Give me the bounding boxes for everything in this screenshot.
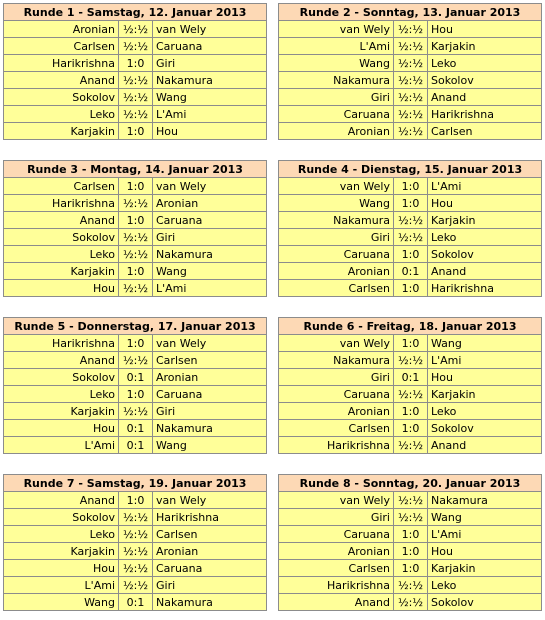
- game-result: ½:½: [119, 560, 153, 577]
- game-row: [4, 369, 267, 386]
- white-player: Leko: [4, 386, 119, 403]
- black-player: Anand: [428, 89, 542, 106]
- round-title: Runde 8 - Sonntag, 20. Januar 2013: [279, 475, 542, 492]
- round-table: [278, 474, 542, 611]
- white-player: Wang: [279, 55, 394, 72]
- game-row: [4, 38, 267, 55]
- game-result: ½:½: [394, 229, 428, 246]
- game-result: 1:0: [119, 55, 153, 72]
- game-row: [279, 89, 542, 106]
- round-title: Runde 6 - Freitag, 18. Januar 2013: [279, 318, 542, 335]
- game-result: 1:0: [394, 246, 428, 263]
- game-row: [279, 437, 542, 454]
- black-player: Wang: [428, 509, 542, 526]
- white-player: Anand: [4, 352, 119, 369]
- black-player: Leko: [428, 577, 542, 594]
- game-row: [4, 509, 267, 526]
- game-result: 1:0: [394, 195, 428, 212]
- white-player: Carlsen: [279, 280, 394, 297]
- game-row: [279, 577, 542, 594]
- game-result: 1:0: [394, 280, 428, 297]
- black-player: Hou: [428, 369, 542, 386]
- round-table: [278, 160, 542, 297]
- black-player: Leko: [428, 55, 542, 72]
- round-title: Runde 4 - Dienstag, 15. Januar 2013: [279, 161, 542, 178]
- game-row: [4, 89, 267, 106]
- black-player: Nakamura: [428, 492, 542, 509]
- black-player: Anand: [428, 437, 542, 454]
- round-title: Runde 5 - Donnerstag, 17. Januar 2013: [4, 318, 267, 335]
- white-player: Caruana: [279, 246, 394, 263]
- game-row: [279, 263, 542, 280]
- game-row: [4, 123, 267, 140]
- game-result: 1:0: [394, 335, 428, 352]
- white-player: Nakamura: [279, 212, 394, 229]
- black-player: Caruana: [153, 38, 267, 55]
- white-player: Wang: [279, 195, 394, 212]
- white-player: Hou: [4, 420, 119, 437]
- game-row: [4, 420, 267, 437]
- game-row: [4, 229, 267, 246]
- game-row: [279, 386, 542, 403]
- black-player: Wang: [428, 335, 542, 352]
- white-player: Giri: [279, 89, 394, 106]
- white-player: Anand: [279, 594, 394, 611]
- white-player: Leko: [4, 526, 119, 543]
- white-player: Sokolov: [4, 89, 119, 106]
- game-result: ½:½: [394, 386, 428, 403]
- white-player: Harikrishna: [279, 437, 394, 454]
- black-player: Nakamura: [153, 594, 267, 611]
- game-result: ½:½: [394, 72, 428, 89]
- black-player: van Wely: [153, 21, 267, 38]
- game-result: ½:½: [119, 403, 153, 420]
- game-row: [4, 526, 267, 543]
- game-row: [279, 21, 542, 38]
- black-player: Harikrishna: [153, 509, 267, 526]
- game-result: ½:½: [119, 509, 153, 526]
- game-result: 1:0: [394, 420, 428, 437]
- game-row: [279, 420, 542, 437]
- game-result: 1:0: [119, 263, 153, 280]
- game-row: [4, 106, 267, 123]
- game-result: ½:½: [119, 21, 153, 38]
- black-player: Harikrishna: [428, 106, 542, 123]
- black-player: Wang: [153, 263, 267, 280]
- black-player: Giri: [153, 229, 267, 246]
- game-row: [4, 72, 267, 89]
- game-row: [4, 246, 267, 263]
- game-result: ½:½: [394, 212, 428, 229]
- black-player: L'Ami: [153, 280, 267, 297]
- black-player: Karjakin: [428, 212, 542, 229]
- game-result: ½:½: [119, 352, 153, 369]
- round-table: [278, 3, 542, 140]
- white-player: van Wely: [279, 335, 394, 352]
- game-result: ½:½: [394, 55, 428, 72]
- white-player: Harikrishna: [4, 55, 119, 72]
- white-player: L'Ami: [4, 437, 119, 454]
- game-row: [279, 38, 542, 55]
- black-player: van Wely: [153, 492, 267, 509]
- game-result: 1:0: [119, 123, 153, 140]
- game-result: 1:0: [394, 403, 428, 420]
- game-row: [4, 594, 267, 611]
- white-player: L'Ami: [4, 577, 119, 594]
- round-table: [3, 3, 267, 140]
- game-row: [4, 195, 267, 212]
- game-row: [279, 246, 542, 263]
- game-result: ½:½: [394, 509, 428, 526]
- game-row: [4, 55, 267, 72]
- black-player: Karjakin: [428, 386, 542, 403]
- black-player: Nakamura: [153, 72, 267, 89]
- game-row: [4, 212, 267, 229]
- white-player: Anand: [4, 72, 119, 89]
- black-player: Hou: [428, 21, 542, 38]
- game-result: 1:0: [394, 560, 428, 577]
- white-player: Wang: [4, 594, 119, 611]
- game-row: [279, 594, 542, 611]
- game-row: [279, 280, 542, 297]
- game-result: 1:0: [119, 212, 153, 229]
- white-player: Anand: [4, 212, 119, 229]
- black-player: Nakamura: [153, 420, 267, 437]
- white-player: Nakamura: [279, 72, 394, 89]
- white-player: Karjakin: [4, 403, 119, 420]
- black-player: Hou: [428, 195, 542, 212]
- game-result: ½:½: [119, 229, 153, 246]
- game-row: [279, 560, 542, 577]
- black-player: L'Ami: [428, 178, 542, 195]
- black-player: Leko: [428, 403, 542, 420]
- black-player: Aronian: [153, 195, 267, 212]
- game-row: [279, 178, 542, 195]
- black-player: Harikrishna: [428, 280, 542, 297]
- game-result: 0:1: [119, 437, 153, 454]
- black-player: Caruana: [153, 560, 267, 577]
- white-player: Hou: [4, 560, 119, 577]
- white-player: Aronian: [4, 21, 119, 38]
- white-player: Caruana: [279, 106, 394, 123]
- round-title: Runde 2 - Sonntag, 13. Januar 2013: [279, 4, 542, 21]
- game-row: [279, 509, 542, 526]
- white-player: Anand: [4, 492, 119, 509]
- game-result: ½:½: [119, 38, 153, 55]
- round-table: [278, 317, 542, 454]
- white-player: Aronian: [279, 123, 394, 140]
- game-result: 1:0: [394, 178, 428, 195]
- game-row: [279, 492, 542, 509]
- black-player: Sokolov: [428, 246, 542, 263]
- game-result: ½:½: [119, 106, 153, 123]
- white-player: Aronian: [279, 543, 394, 560]
- black-player: Caruana: [153, 386, 267, 403]
- round-table: [3, 317, 267, 454]
- black-player: Aronian: [153, 369, 267, 386]
- game-row: [279, 55, 542, 72]
- game-result: 0:1: [394, 369, 428, 386]
- game-result: 0:1: [119, 369, 153, 386]
- white-player: Leko: [4, 106, 119, 123]
- game-result: ½:½: [119, 246, 153, 263]
- game-row: [279, 106, 542, 123]
- game-result: ½:½: [394, 352, 428, 369]
- black-player: L'Ami: [428, 352, 542, 369]
- white-player: Harikrishna: [4, 195, 119, 212]
- game-result: ½:½: [394, 437, 428, 454]
- black-player: Giri: [153, 577, 267, 594]
- black-player: Nakamura: [153, 246, 267, 263]
- game-row: [279, 543, 542, 560]
- game-row: [4, 352, 267, 369]
- black-player: Wang: [153, 437, 267, 454]
- white-player: Nakamura: [279, 352, 394, 369]
- game-result: 1:0: [119, 492, 153, 509]
- black-player: van Wely: [153, 335, 267, 352]
- game-row: [4, 492, 267, 509]
- black-player: Carlsen: [428, 123, 542, 140]
- game-result: ½:½: [394, 89, 428, 106]
- game-row: [4, 335, 267, 352]
- game-result: 0:1: [394, 263, 428, 280]
- game-result: ½:½: [119, 526, 153, 543]
- game-row: [4, 543, 267, 560]
- white-player: Sokolov: [4, 509, 119, 526]
- game-result: ½:½: [394, 594, 428, 611]
- game-result: ½:½: [394, 21, 428, 38]
- white-player: Giri: [279, 369, 394, 386]
- white-player: van Wely: [279, 21, 394, 38]
- game-row: [279, 212, 542, 229]
- game-row: [279, 352, 542, 369]
- game-row: [279, 369, 542, 386]
- white-player: Carlsen: [279, 560, 394, 577]
- white-player: Karjakin: [4, 263, 119, 280]
- black-player: Giri: [153, 403, 267, 420]
- black-player: Sokolov: [428, 594, 542, 611]
- white-player: Karjakin: [4, 543, 119, 560]
- game-row: [279, 335, 542, 352]
- game-result: ½:½: [119, 72, 153, 89]
- game-row: [4, 21, 267, 38]
- game-row: [4, 386, 267, 403]
- game-result: ½:½: [119, 543, 153, 560]
- white-player: Carlsen: [4, 38, 119, 55]
- game-result: 1:0: [119, 335, 153, 352]
- game-result: 1:0: [119, 178, 153, 195]
- white-player: Carlsen: [279, 420, 394, 437]
- black-player: Carlsen: [153, 352, 267, 369]
- black-player: Karjakin: [428, 38, 542, 55]
- game-row: [4, 577, 267, 594]
- black-player: Anand: [428, 263, 542, 280]
- white-player: Hou: [4, 280, 119, 297]
- black-player: Hou: [153, 123, 267, 140]
- black-player: Aronian: [153, 543, 267, 560]
- white-player: Giri: [279, 509, 394, 526]
- game-row: [4, 560, 267, 577]
- game-row: [279, 526, 542, 543]
- game-result: ½:½: [394, 492, 428, 509]
- black-player: L'Ami: [428, 526, 542, 543]
- white-player: Sokolov: [4, 369, 119, 386]
- black-player: Sokolov: [428, 420, 542, 437]
- black-player: L'Ami: [153, 106, 267, 123]
- game-result: ½:½: [394, 106, 428, 123]
- round-title: Runde 1 - Samstag, 12. Januar 2013: [4, 4, 267, 21]
- game-row: [279, 229, 542, 246]
- white-player: van Wely: [279, 178, 394, 195]
- game-result: 1:0: [119, 386, 153, 403]
- black-player: van Wely: [153, 178, 267, 195]
- white-player: Giri: [279, 229, 394, 246]
- round-title: Runde 7 - Samstag, 19. Januar 2013: [4, 475, 267, 492]
- game-row: [4, 403, 267, 420]
- game-result: ½:½: [394, 123, 428, 140]
- game-result: ½:½: [394, 577, 428, 594]
- black-player: Hou: [428, 543, 542, 560]
- game-row: [4, 280, 267, 297]
- round-table: [3, 474, 267, 611]
- black-player: Karjakin: [428, 560, 542, 577]
- game-row: [4, 437, 267, 454]
- white-player: Leko: [4, 246, 119, 263]
- game-row: [279, 195, 542, 212]
- black-player: Wang: [153, 89, 267, 106]
- white-player: Harikrishna: [279, 577, 394, 594]
- game-row: [279, 72, 542, 89]
- round-table: [3, 160, 267, 297]
- game-result: ½:½: [394, 38, 428, 55]
- game-row: [4, 178, 267, 195]
- white-player: Carlsen: [4, 178, 119, 195]
- game-row: [279, 123, 542, 140]
- game-result: 1:0: [394, 543, 428, 560]
- black-player: Caruana: [153, 212, 267, 229]
- game-result: ½:½: [119, 195, 153, 212]
- white-player: Karjakin: [4, 123, 119, 140]
- black-player: Leko: [428, 229, 542, 246]
- white-player: van Wely: [279, 492, 394, 509]
- white-player: Caruana: [279, 386, 394, 403]
- game-result: 0:1: [119, 420, 153, 437]
- game-result: ½:½: [119, 577, 153, 594]
- game-row: [279, 403, 542, 420]
- white-player: Aronian: [279, 263, 394, 280]
- game-result: ½:½: [119, 89, 153, 106]
- black-player: Sokolov: [428, 72, 542, 89]
- white-player: Sokolov: [4, 229, 119, 246]
- game-result: 0:1: [119, 594, 153, 611]
- black-player: Giri: [153, 55, 267, 72]
- game-result: 1:0: [394, 526, 428, 543]
- game-result: ½:½: [119, 280, 153, 297]
- white-player: Harikrishna: [4, 335, 119, 352]
- white-player: L'Ami: [279, 38, 394, 55]
- white-player: Caruana: [279, 526, 394, 543]
- game-row: [4, 263, 267, 280]
- black-player: Carlsen: [153, 526, 267, 543]
- round-title: Runde 3 - Montag, 14. Januar 2013: [4, 161, 267, 178]
- white-player: Aronian: [279, 403, 394, 420]
